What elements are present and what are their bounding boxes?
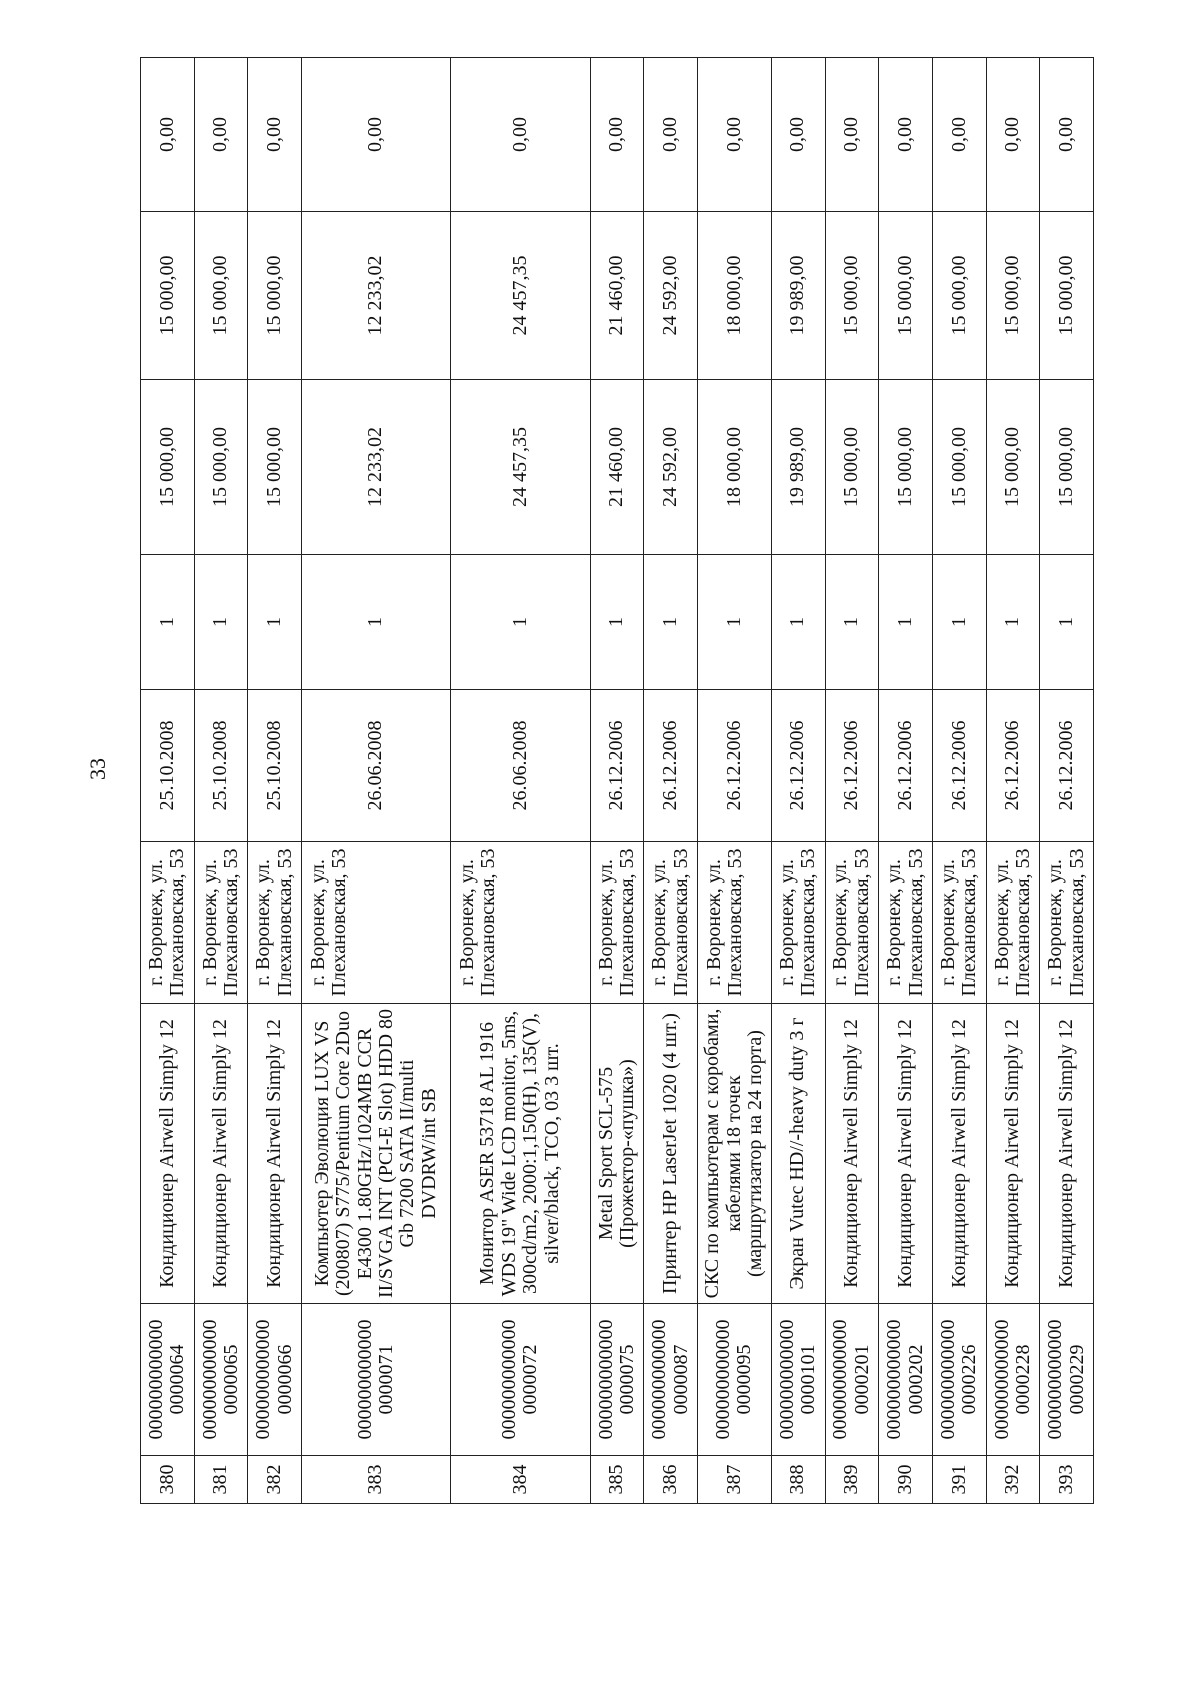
page-number: 33 <box>85 758 110 780</box>
table-row <box>194 58 248 1504</box>
acquisition-date: 26.12.2006 <box>1040 690 1094 842</box>
residual-value: 0,00 <box>450 58 590 212</box>
row-number: 382 <box>248 1456 302 1504</box>
row-number: 390 <box>879 1456 933 1504</box>
table-row <box>698 58 772 1504</box>
rotated-table-container <box>140 58 1094 1504</box>
item-address: г. Воронеж, ул. Плехановская, 53 <box>141 842 195 1004</box>
row-number: 389 <box>825 1456 879 1504</box>
row-number: 381 <box>194 1456 248 1504</box>
inventory-code: 000000000000 0000072 <box>450 1304 590 1456</box>
row-number: 391 <box>932 1456 986 1504</box>
initial-cost: 15 000,00 <box>141 380 195 555</box>
item-address: г. Воронеж, ул. Плехановская, 53 <box>771 842 825 1004</box>
residual-value: 0,00 <box>141 58 195 212</box>
item-name: Кондиционер Airwell Simply 12 <box>248 1004 302 1304</box>
table-row <box>644 58 698 1504</box>
item-quantity: 1 <box>590 555 644 690</box>
initial-cost: 15 000,00 <box>194 380 248 555</box>
item-quantity: 1 <box>932 555 986 690</box>
item-address: г. Воронеж, ул. Плехановская, 53 <box>698 842 772 1004</box>
item-quantity: 1 <box>141 555 195 690</box>
initial-cost: 12 233,02 <box>302 380 451 555</box>
inventory-code: 000000000000 0000075 <box>590 1304 644 1456</box>
item-quantity: 1 <box>986 555 1040 690</box>
table-row <box>590 58 644 1504</box>
book-value: 15 000,00 <box>1040 212 1094 380</box>
row-number: 385 <box>590 1456 644 1504</box>
book-value: 15 000,00 <box>194 212 248 380</box>
item-quantity: 1 <box>825 555 879 690</box>
inventory-code: 000000000000 0000226 <box>932 1304 986 1456</box>
inventory-table <box>140 57 1094 1504</box>
initial-cost: 18 000,00 <box>698 380 772 555</box>
item-address: г. Воронеж, ул. Плехановская, 53 <box>248 842 302 1004</box>
row-number: 393 <box>1040 1456 1094 1504</box>
item-quantity: 1 <box>771 555 825 690</box>
row-number: 383 <box>302 1456 451 1504</box>
item-address: г. Воронеж, ул. Плехановская, 53 <box>1040 842 1094 1004</box>
table-row <box>141 58 195 1504</box>
residual-value: 0,00 <box>644 58 698 212</box>
item-address: г. Воронеж, ул. Плехановская, 53 <box>825 842 879 1004</box>
acquisition-date: 25.10.2008 <box>141 690 195 842</box>
table-row <box>302 58 451 1504</box>
residual-value: 0,00 <box>194 58 248 212</box>
item-name: СКС по компьютерам с коробами, кабелями 18 точек (маршрутизатор на 24 порта) <box>698 1004 772 1304</box>
book-value: 21 460,00 <box>590 212 644 380</box>
table-row <box>771 58 825 1504</box>
item-quantity: 1 <box>698 555 772 690</box>
item-quantity: 1 <box>248 555 302 690</box>
inventory-code: 000000000000 0000101 <box>771 1304 825 1456</box>
item-quantity: 1 <box>450 555 590 690</box>
item-name: Кондиционер Airwell Simply 12 <box>986 1004 1040 1304</box>
acquisition-date: 26.06.2008 <box>450 690 590 842</box>
item-name: Кондиционер Airwell Simply 12 <box>141 1004 195 1304</box>
table-row <box>879 58 933 1504</box>
book-value: 15 000,00 <box>248 212 302 380</box>
initial-cost: 15 000,00 <box>1040 380 1094 555</box>
acquisition-date: 26.12.2006 <box>825 690 879 842</box>
inventory-code: 000000000000 0000071 <box>302 1304 451 1456</box>
acquisition-date: 26.12.2006 <box>698 690 772 842</box>
inventory-code: 000000000000 0000229 <box>1040 1304 1094 1456</box>
book-value: 19 989,00 <box>771 212 825 380</box>
item-name: Кондиционер Airwell Simply 12 <box>932 1004 986 1304</box>
initial-cost: 24 457,35 <box>450 380 590 555</box>
item-address: г. Воронеж, ул. Плехановская, 53 <box>590 842 644 1004</box>
inventory-code: 000000000000 0000202 <box>879 1304 933 1456</box>
item-name: Кондиционер Airwell Simply 12 <box>1040 1004 1094 1304</box>
residual-value: 0,00 <box>825 58 879 212</box>
book-value: 15 000,00 <box>986 212 1040 380</box>
table-row <box>932 58 986 1504</box>
book-value: 15 000,00 <box>141 212 195 380</box>
residual-value: 0,00 <box>302 58 451 212</box>
inventory-code: 000000000000 0000201 <box>825 1304 879 1456</box>
item-address: г. Воронеж, ул. Плехановская, 53 <box>879 842 933 1004</box>
item-quantity: 1 <box>1040 555 1094 690</box>
table-row <box>825 58 879 1504</box>
item-quantity: 1 <box>302 555 451 690</box>
initial-cost: 15 000,00 <box>879 380 933 555</box>
book-value: 15 000,00 <box>879 212 933 380</box>
residual-value: 0,00 <box>771 58 825 212</box>
initial-cost: 15 000,00 <box>932 380 986 555</box>
book-value: 18 000,00 <box>698 212 772 380</box>
item-address: г. Воронеж, ул. Плехановская, 53 <box>194 842 248 1004</box>
table-row <box>986 58 1040 1504</box>
acquisition-date: 25.10.2008 <box>194 690 248 842</box>
row-number: 386 <box>644 1456 698 1504</box>
item-address: г. Воронеж, ул. Плехановская, 53 <box>986 842 1040 1004</box>
item-name: Монитор ASER 53718 AL 1916 WDS 19" Wide LCD monitor, 5ms, 300cd/m2, 2000:1,150(H), 135(V), silver/black, TCO, 03 3 шт. <box>450 1004 590 1304</box>
inventory-code: 000000000000 0000228 <box>986 1304 1040 1456</box>
initial-cost: 15 000,00 <box>248 380 302 555</box>
acquisition-date: 26.12.2006 <box>771 690 825 842</box>
residual-value: 0,00 <box>879 58 933 212</box>
item-name: Кондиционер Airwell Simply 12 <box>825 1004 879 1304</box>
row-number: 392 <box>986 1456 1040 1504</box>
acquisition-date: 26.06.2008 <box>302 690 451 842</box>
residual-value: 0,00 <box>986 58 1040 212</box>
row-number: 380 <box>141 1456 195 1504</box>
item-name: Metal Sport SCL-575 (Прожектор-«пушка») <box>590 1004 644 1304</box>
item-quantity: 1 <box>194 555 248 690</box>
acquisition-date: 26.12.2006 <box>932 690 986 842</box>
inventory-code: 000000000000 0000087 <box>644 1304 698 1456</box>
acquisition-date: 26.12.2006 <box>590 690 644 842</box>
initial-cost: 19 989,00 <box>771 380 825 555</box>
item-name: Кондиционер Airwell Simply 12 <box>879 1004 933 1304</box>
initial-cost: 15 000,00 <box>825 380 879 555</box>
item-name: Принтер HP LaserJet 1020 (4 шт.) <box>644 1004 698 1304</box>
book-value: 15 000,00 <box>825 212 879 380</box>
inventory-code: 000000000000 0000095 <box>698 1304 772 1456</box>
acquisition-date: 26.12.2006 <box>644 690 698 842</box>
residual-value: 0,00 <box>590 58 644 212</box>
initial-cost: 15 000,00 <box>986 380 1040 555</box>
inventory-table-frame <box>140 58 1094 1504</box>
item-address: г. Воронеж, ул. Плехановская, 53 <box>932 842 986 1004</box>
item-address: г. Воронеж, ул. Плехановская, 53 <box>644 842 698 1004</box>
table-row <box>248 58 302 1504</box>
item-name: Кондиционер Airwell Simply 12 <box>194 1004 248 1304</box>
residual-value: 0,00 <box>932 58 986 212</box>
row-number: 384 <box>450 1456 590 1504</box>
acquisition-date: 26.12.2006 <box>986 690 1040 842</box>
acquisition-date: 26.12.2006 <box>879 690 933 842</box>
row-number: 388 <box>771 1456 825 1504</box>
inventory-code: 000000000000 0000064 <box>141 1304 195 1456</box>
table-row <box>450 58 590 1504</box>
initial-cost: 24 592,00 <box>644 380 698 555</box>
item-quantity: 1 <box>879 555 933 690</box>
residual-value: 0,00 <box>248 58 302 212</box>
inventory-code: 000000000000 0000066 <box>248 1304 302 1456</box>
residual-value: 0,00 <box>698 58 772 212</box>
inventory-code: 000000000000 0000065 <box>194 1304 248 1456</box>
item-name: Компьютер Эволюция LUX VS (200807) S775/Pentium Core 2Duo E4300 1.80GHz/1024MB CCR II/SVGA INT (PCI-E Slot) HDD 80 Gb 7200 SATA II/multi DVDRW/int SB <box>302 1004 451 1304</box>
item-quantity: 1 <box>644 555 698 690</box>
row-number: 387 <box>698 1456 772 1504</box>
initial-cost: 21 460,00 <box>590 380 644 555</box>
item-name: Экран Vutec HD//-heavy duty 3 г <box>771 1004 825 1304</box>
book-value: 15 000,00 <box>932 212 986 380</box>
book-value: 24 592,00 <box>644 212 698 380</box>
item-address: г. Воронеж, ул. Плехановская, 53 <box>450 842 590 1004</box>
table-row <box>1040 58 1094 1504</box>
book-value: 12 233,02 <box>302 212 451 380</box>
residual-value: 0,00 <box>1040 58 1094 212</box>
book-value: 24 457,35 <box>450 212 590 380</box>
item-address: г. Воронеж, ул. Плехановская, 53 <box>302 842 451 1004</box>
acquisition-date: 25.10.2008 <box>248 690 302 842</box>
